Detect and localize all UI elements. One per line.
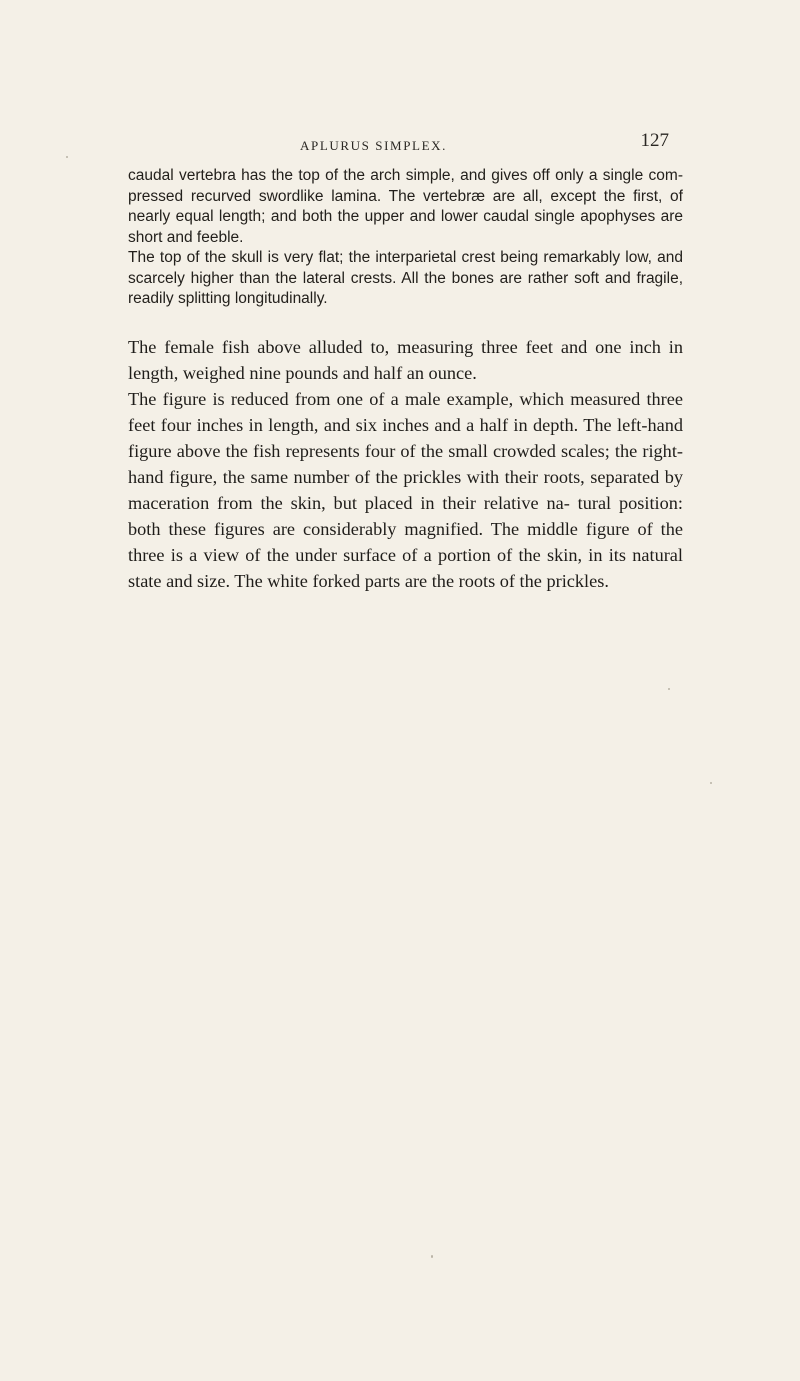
paper-speck bbox=[431, 1255, 433, 1258]
paper-speck bbox=[668, 688, 670, 690]
paper-speck bbox=[66, 156, 68, 158]
description-paragraph-2: The top of the skull is very flat; the interparietal crest being remarkably low, and scarcely higher than the lateral crests. All the bones are rather soft and fragile, readily splitting longitudinally. bbox=[128, 249, 683, 307]
notes-paragraph-1: The female fish above alluded to, measuring three feet and one inch in length, weighed nine pounds and half an ounce. bbox=[128, 337, 683, 383]
page-number: 127 bbox=[640, 130, 669, 151]
description-paragraph-1: caudal vertebra has the top of the arch simple, and gives off only a single com- pressed recurved swordlike lamina. The vertebræ are all, except the first, of nearly equal length; and both the upper and lower caudal single apophyses are short and feeble. bbox=[128, 167, 683, 246]
notes-block bbox=[128, 334, 683, 594]
paper-speck bbox=[710, 782, 712, 784]
notes-paragraph-2: The figure is reduced from one of a male example, which measured three feet four inches in length, and six inches and a half in depth. The left-hand figure above the fish represents four of the small crowded scales; the right-hand figure, the same number of the prickles with their roots, separated by maceration from the skin, but placed in their relative na- tural position: both these figures are considerably magnified. The middle figure of the three is a view of the under surface of a portion of the skin, in its natural state and size. The white forked parts are the roots of the prickles. bbox=[128, 389, 683, 591]
running-title: APLURUS SIMPLEX. bbox=[300, 138, 447, 153]
description-block bbox=[128, 166, 683, 310]
